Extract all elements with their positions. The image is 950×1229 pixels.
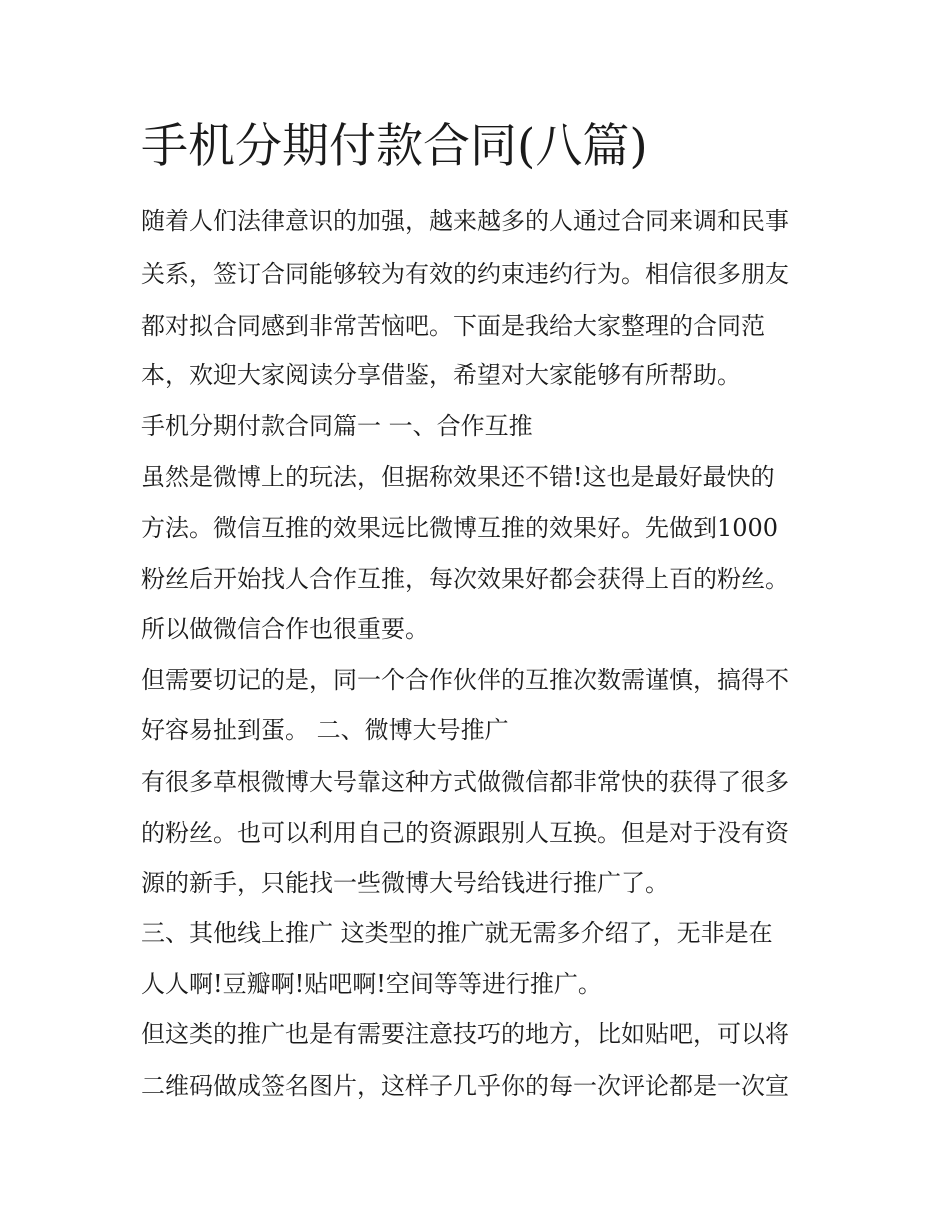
text-line: 有很多草根微博大号靠这种方式做微信都非常快的获得了很多 — [141, 768, 789, 796]
text-line: 二维码做成签名图片，这样子几乎你的每一次评论都是一次宣 — [141, 1072, 789, 1100]
section-heading: 手机分期付款合同篇一 一、合作互推 — [141, 412, 533, 440]
text-line: 三、其他线上推广 这类型的推广就无需多介绍了，无非是在 — [141, 919, 773, 947]
text-line: 随着人们法律意识的加强，越来越多的人通过合同来调和民事 — [141, 207, 789, 235]
text-line: 但这类的推广也是有需要注意技巧的地方，比如贴吧，可以将 — [141, 1020, 789, 1048]
text-line: 本，欢迎大家阅读分享借鉴，希望对大家能够有所帮助。 — [141, 361, 741, 389]
text-line: 但需要切记的是，同一个合作伙伴的互推次数需谨慎，搞得不 — [141, 666, 789, 694]
text-line: 人人啊!豆瓣啊!贴吧啊!空间等等进行推广。 — [141, 970, 602, 998]
text-line: 好容易扯到蛋。 二、微博大号推广 — [141, 716, 509, 744]
text-line: 方法。微信互推的效果远比微博互推的效果好。先做到1000 — [141, 514, 779, 542]
text-line: 粉丝后开始找人合作互推，每次效果好都会获得上百的粉丝。 — [141, 565, 789, 593]
text-line: 的粉丝。也可以利用自己的资源跟别人互换。但是对于没有资 — [141, 819, 789, 847]
text-line: 都对拟合同感到非常苦恼吧。下面是我给大家整理的合同范 — [141, 312, 765, 340]
text-line: 虽然是微博上的玩法，但据称效果还不错!这也是最好最快的 — [141, 463, 775, 491]
text-line: 源的新手，只能找一些微博大号给钱进行推广了。 — [141, 869, 669, 897]
document-title: 手机分期付款合同(八篇) — [141, 119, 648, 174]
text-line: 关系，签订合同能够较为有效的约束违约行为。相信很多朋友 — [141, 260, 789, 288]
text-line: 所以做微信合作也很重要。 — [141, 615, 429, 643]
